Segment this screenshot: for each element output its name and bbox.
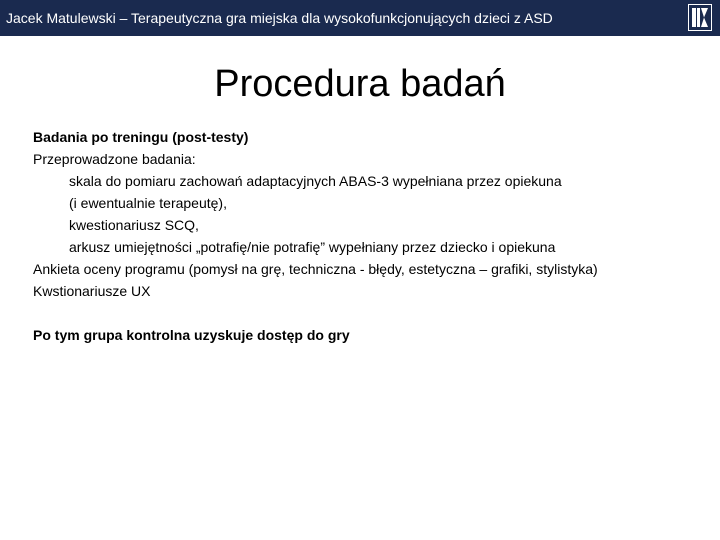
- list-item: (i ewentualnie terapeutę),: [69, 195, 227, 211]
- slide-title: Procedura badań: [214, 63, 506, 105]
- university-logo-icon: [688, 4, 712, 31]
- list-item: arkusz umiejętności „potrafię/nie potrafię” wypełniany przez dziecko i opiekuna: [69, 239, 556, 255]
- slide-content: [33, 126, 713, 346]
- list-item: kwestionariusz SCQ,: [69, 217, 199, 233]
- list-item: Kwstionariusze UX: [33, 283, 151, 299]
- list-item: Ankieta oceny programu (pomysł na grę, techniczna - błędy, estetyczna – grafiki, stylistyka): [33, 261, 598, 277]
- header-bar: [0, 0, 720, 36]
- list-item: Przeprowadzone badania:: [33, 151, 196, 167]
- closing-note: Po tym grupa kontrolna uzyskuje dostęp do gry: [33, 327, 350, 343]
- header-title: Jacek Matulewski – Terapeutyczna gra miejska dla wysokofunkcjonujących dzieci z ASD: [6, 10, 553, 26]
- section-heading: Badania po treningu (post-testy): [33, 129, 249, 145]
- spacer: [33, 302, 713, 324]
- list-item: skala do pomiaru zachowań adaptacyjnych ABAS-3 wypełniana przez opiekuna: [69, 173, 562, 189]
